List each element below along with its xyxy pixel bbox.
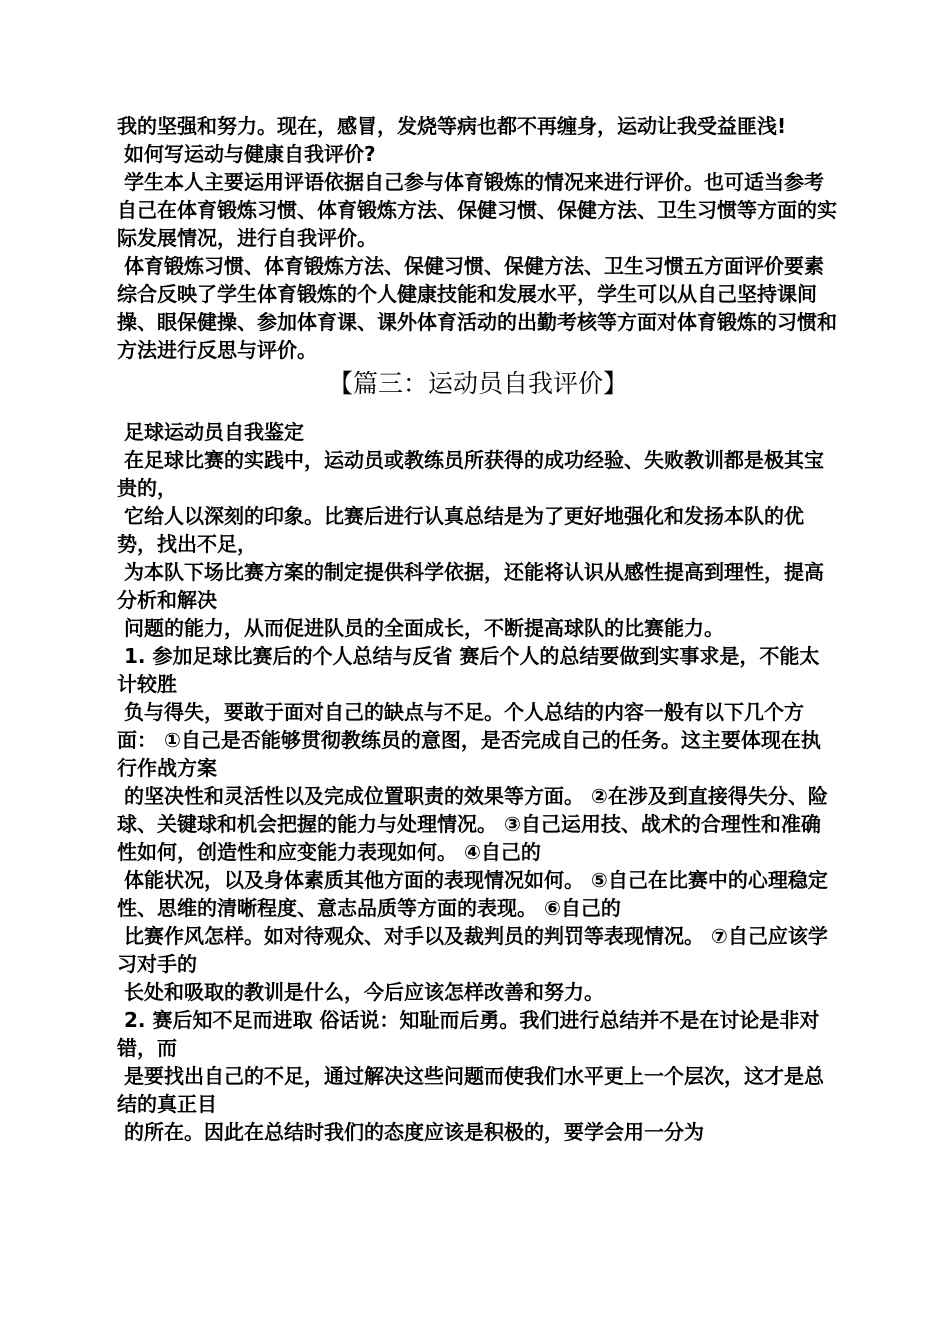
- paragraph: 我的坚强和努力。现在，感冒，发烧等病也都不再缠身，运动让我受益匪浅!: [117, 114, 787, 138]
- paragraph: 1. 参加足球比赛后的个人总结与反省 赛后个人的总结要做到实事求是，不能太计较胜: [117, 644, 820, 696]
- document-page: [117, 112, 839, 1146]
- paragraph: 为本队下场比赛方案的制定提供科学依据，还能将认识从感性提高到理性，提高分析和解决: [117, 560, 824, 612]
- paragraph: 体育锻炼习惯、体育锻炼方法、保健习惯、保健方法、卫生习惯五方面评价要素综合反映了学生体育锻炼的个人健康技能和发展水平，学生可以从自己坚持课间操、眼保健操、参加体育课、课外体育活动的出勤考核等方面对体育锻炼的习惯和方法进行反思与评价。: [117, 254, 837, 362]
- section-intro: [117, 112, 839, 364]
- paragraph: 比赛作风怎样。如对待观众、对手以及裁判员的判罚等表现情况。 ⑦自己应该学习对手的: [117, 924, 828, 976]
- paragraph: 的所在。因此在总结时我们的态度应该是积极的，要学会用一分为: [117, 1120, 704, 1144]
- paragraph: 它给人以深刻的印象。比赛后进行认真总结是为了更好地强化和发扬本队的优势，找出不足，: [117, 504, 804, 556]
- paragraph: 2. 赛后知不足而进取 俗话说：知耻而后勇。我们进行总结并不是在讨论是非对错，而: [117, 1008, 820, 1060]
- paragraph: 问题的能力，从而促进队员的全面成长，不断提高球队的比赛能力。: [117, 616, 724, 640]
- paragraph: 体能状况，以及身体素质其他方面的表现情况如何。 ⑤自己在比赛中的心理稳定性、思维的清晰程度、意志品质等方面的表现。 ⑥自己的: [117, 868, 828, 920]
- paragraph: 负与得失，要敢于面对自己的缺点与不足。个人总结的内容一般有以下几个方面： ①自己是否能够贯彻教练员的意图，是否完成自己的任务。这主要体现在执行作战方案: [117, 700, 821, 780]
- paragraph: 的坚决性和灵活性以及完成位置职责的效果等方面。 ②在涉及到直接得失分、险球、关键球和机会把握的能力与处理情况。 ③自己运用技、战术的合理性和准确性如何，创造性和应变能力表现如何。 ④自己的: [117, 784, 828, 864]
- paragraph: 长处和吸取的教训是什么，今后应该怎样改善和努力。: [117, 980, 604, 1004]
- paragraph: 在足球比赛的实践中，运动员或教练员所获得的成功经验、失败教训都是极其宝贵的，: [117, 448, 824, 500]
- subheading-football-self-appraisal: 足球运动员自我鉴定: [117, 420, 304, 444]
- section-heading: 【篇三：运动员自我评价】: [327, 369, 628, 398]
- section-athlete-evaluation: [117, 418, 839, 1146]
- subheading-how-to-evaluate: 如何写运动与健康自我评价?: [117, 142, 376, 166]
- paragraph: 是要找出自己的不足，通过解决这些问题而使我们水平更上一个层次，这才是总结的真正目: [117, 1064, 824, 1116]
- paragraph: 学生本人主要运用评语依据自己参与体育锻炼的情况来进行评价。也可适当参考自己在体育锻炼习惯、体育锻炼方法、保健习惯、保健方法、卫生习惯等方面的实际发展情况，进行自我评价。: [117, 170, 837, 250]
